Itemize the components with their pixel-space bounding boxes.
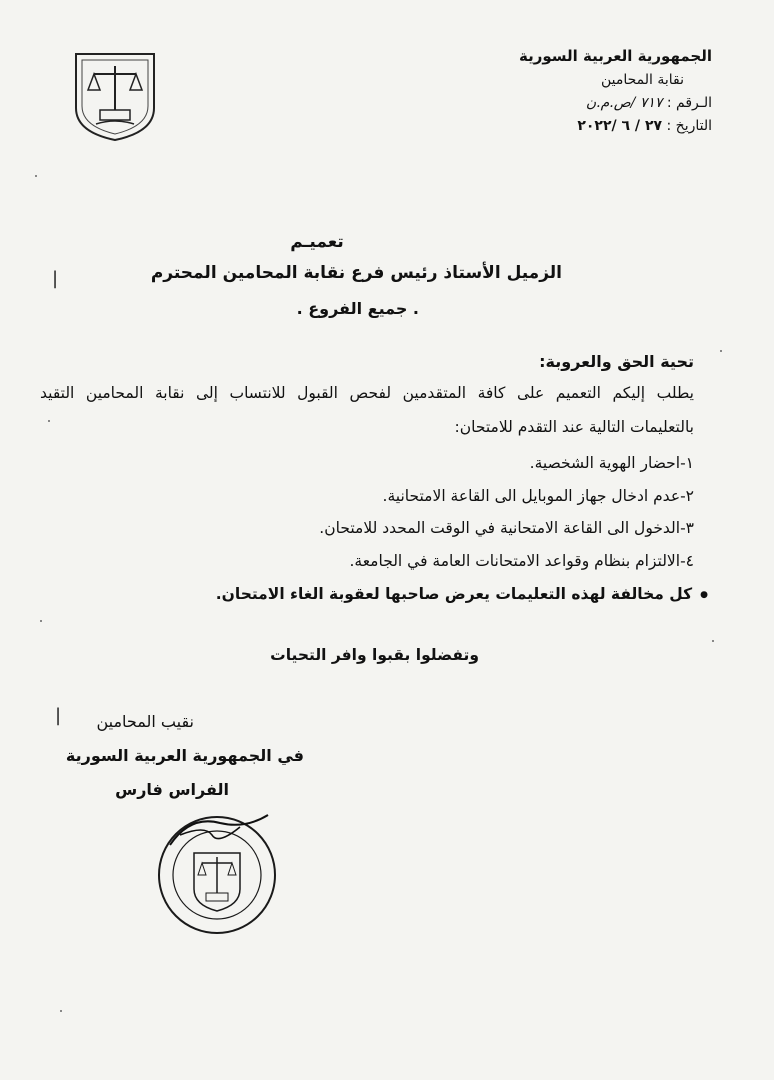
reference-label: الـرقم :: [666, 94, 712, 111]
country-name: الجمهورية العربية السورية: [519, 47, 712, 65]
branches-line: . جميع الفروع .: [296, 299, 419, 318]
speckle: [40, 620, 42, 622]
speckle: [720, 350, 722, 352]
instruction-item: ٣-الدخول الى القاعة الامتحانية في الوقت المحدد للامتحان.: [319, 519, 694, 537]
body-line-1: يطلب إليكم التعميم على كافة المتقدمين لفحص القبول للانتساب إلى نقابة المحامين التقيد: [40, 384, 694, 402]
signatory-place: في الجمهورية العربية السورية: [65, 746, 304, 765]
letterhead: [452, 44, 712, 138]
margin-mark: |: [55, 705, 62, 726]
reference-line: [452, 92, 712, 115]
signatory-title: نقيب المحامين: [96, 712, 194, 731]
speckle: [712, 640, 714, 642]
instruction-item: ٤-الالتزام بنظام وقواعد الامتحانات العامة في الجامعة.: [349, 552, 694, 570]
instruction-item: ١-احضار الهوية الشخصية.: [529, 454, 694, 472]
instruction-item: ٢-عدم ادخال جهاز الموبايل الى القاعة الامتحانية.: [382, 487, 694, 505]
signatory-name: الفراس فارس: [115, 780, 229, 799]
date-line: [452, 115, 712, 138]
org-name: نقابة المحامين: [600, 71, 684, 88]
date-label: التاريخ :: [666, 117, 712, 134]
margin-mark: |: [52, 268, 59, 289]
reference-number: ٧١٧ /ص.م.ن: [585, 94, 663, 111]
speckle: [60, 1010, 62, 1012]
body-line-2: بالتعليمات التالية عند التقدم للامتحان:: [454, 418, 694, 436]
warning-bullet: ● كل مخالفة لهذه التعليمات يعرض صاحبها لعقوبة الغاء الامتحان.: [216, 585, 708, 603]
date-value: ٢٧ / ٦ /٢٠٢٢: [577, 117, 663, 134]
official-seal-icon: [150, 805, 285, 940]
greeting: تحية الحق والعروبة:: [539, 352, 694, 371]
speckle: [35, 175, 37, 177]
closing-line: وتفضلوا بقبوا وافر التحيات: [270, 646, 479, 664]
scales-of-justice-emblem-icon: [70, 48, 160, 144]
recipient-line: الزميل الأستاذ رئيس فرع نقابة المحامين المحترم: [150, 263, 562, 283]
circular-title: تعميـم: [290, 232, 344, 252]
speckle: [48, 420, 50, 422]
